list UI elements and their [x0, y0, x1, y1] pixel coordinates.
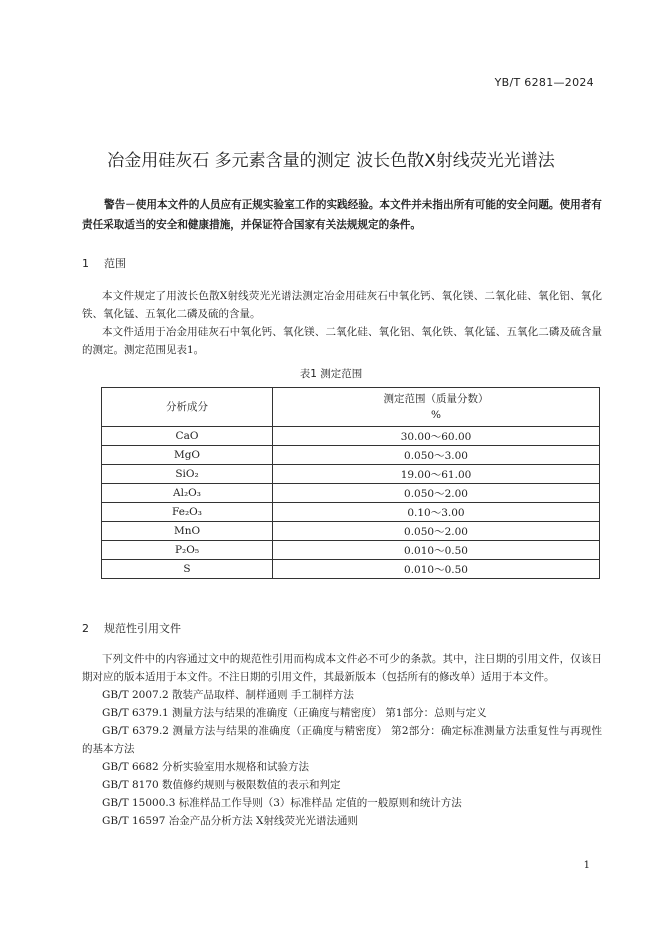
row-component: CaO [102, 427, 273, 446]
document-title: 冶金用硅灰石 多元素含量的测定 波长色散X射线荧光光谱法 [107, 151, 555, 171]
section-2-number: 2 [82, 622, 89, 635]
reference-item: GB/T 16597 冶金产品分析方法 X射线荧光光谱法通则 [102, 815, 359, 827]
reference-item: GB/T 6379.2 测量方法与结果的准确度（正确度与精密度） 第2部分：确定标准测量方法重复性与再现性的基本方法 [82, 725, 602, 755]
row-range: 0.10～3.00 [273, 503, 600, 522]
table-caption: 表1 测定范围 [299, 368, 363, 380]
section-2-heading [82, 620, 181, 636]
section-1-number: 1 [82, 257, 89, 270]
reference-item: GB/T 6682 分析实验室用水规格和试验方法 [102, 761, 310, 773]
row-range: 0.010～0.50 [273, 541, 600, 560]
row-range: 0.050～2.00 [273, 484, 600, 503]
row-component: P₂O₅ [102, 541, 273, 560]
reference-item: GB/T 6379.1 测量方法与结果的准确度（正确度与精密度） 第1部分：总则与定义 [102, 707, 487, 719]
table-row [102, 541, 600, 560]
row-component: MgO [102, 446, 273, 465]
normative-references [82, 650, 602, 830]
table-header-row [102, 388, 600, 427]
table-row [102, 484, 600, 503]
row-component: Fe₂O₃ [102, 503, 273, 522]
table-row [102, 522, 600, 541]
header-range [273, 388, 600, 427]
row-range: 0.050～3.00 [273, 446, 600, 465]
table-row [102, 560, 600, 579]
section-1-heading [82, 255, 126, 271]
references-intro: 下列文件中的内容通过文中的规范性引用而构成本文件必不可少的条款。其中，注日期的引用文件，仅该日期对应的版本适用于本文件。不注日期的引用文件，其最新版本（包括所有的修改单）适用于本文件。 [82, 653, 602, 683]
header-range-unit: % [431, 409, 441, 421]
standard-code: YB/T 6281—2024 [494, 76, 594, 89]
scope-paragraph-2: 本文件适用于冶金用硅灰石中氧化钙、氧化镁、二氧化硅、氧化铝、氧化铁、氧化锰、五氧化二磷及硫含量的测定。测定范围见表1。 [82, 326, 602, 356]
section-2-title: 规范性引用文件 [104, 622, 181, 635]
row-component: SiO₂ [102, 465, 273, 484]
header-component: 分析成分 [102, 388, 273, 427]
table-row [102, 503, 600, 522]
row-component: Al₂O₃ [102, 484, 273, 503]
row-range: 0.010～0.50 [273, 560, 600, 579]
scope-paragraph-1: 本文件规定了用波长色散X射线荧光光谱法测定冶金用硅灰石中氧化钙、氧化镁、二氧化硅、氧化铝、氧化铁、氧化锰、五氧化二磷及硫的含量。 [82, 290, 602, 320]
page-number: 1 [583, 860, 590, 871]
row-component: S [102, 560, 273, 579]
reference-item: GB/T 8170 数值修约规则与极限数值的表示和判定 [102, 779, 341, 791]
reference-item: GB/T 15000.3 标准样品工作导则（3）标准样品 定值的一般原则和统计方法 [102, 797, 462, 809]
table-row [102, 465, 600, 484]
header-range-line1: 测定范围（质量分数） [383, 393, 489, 405]
row-range: 30.00～60.00 [273, 427, 600, 446]
table-row [102, 446, 600, 465]
reference-item: GB/T 2007.2 散装产品取样、制样通则 手工制样方法 [102, 689, 354, 701]
row-range: 0.050～2.00 [273, 522, 600, 541]
section-1-title: 范围 [104, 257, 126, 270]
row-component: MnO [102, 522, 273, 541]
measurement-range-table [101, 387, 600, 579]
warning-notice: 警告－使用本文件的人员应有正规实验室工作的实践经验。本文件并未指出所有可能的安全问题。使用者有责任采取适当的安全和健康措施，并保证符合国家有关法规规定的条件。 [82, 199, 602, 231]
table-row [102, 427, 600, 446]
row-range: 19.00～61.00 [273, 465, 600, 484]
